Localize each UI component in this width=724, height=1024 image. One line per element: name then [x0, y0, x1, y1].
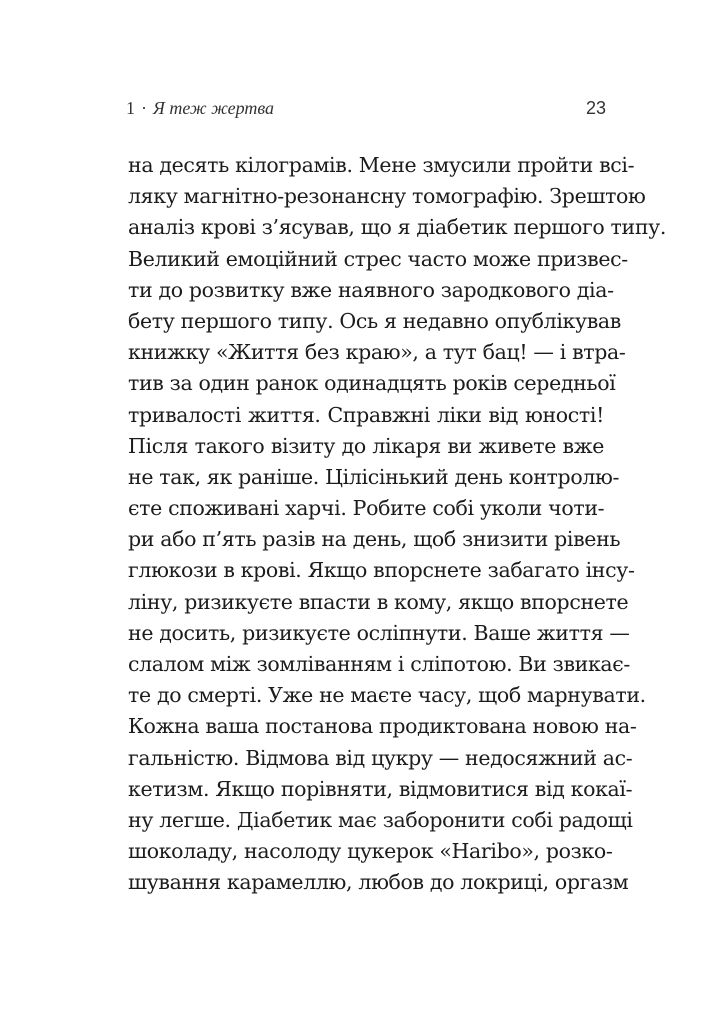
page-number: 23 [585, 98, 606, 118]
text-line: книжку «Життя без краю», а тут бац! — і втра- [128, 340, 626, 365]
text-line: не досить, ризикуєте осліпнути. Ваше життя — [128, 620, 630, 645]
text-line: кетизм. Якщо порівняти, відмовитися від кокаї- [128, 776, 633, 801]
body-text [128, 150, 667, 899]
text-line: слалом між зомліванням і сліпотою. Ви звикає- [128, 652, 630, 676]
running-head [126, 98, 606, 126]
text-line: на десять кілограмів. Мене змусили пройти всі- [128, 153, 635, 177]
text-line: шоколаду, насолоду цукерок «Haribo», розко- [128, 839, 613, 864]
text-line: бету першого типу. Ось я недавно опублікував [128, 308, 621, 333]
text-line: глюкози в крові. Якщо впорснете забагато інсу- [128, 558, 635, 583]
text-line: Кожна ваша постанова продиктована новою на- [128, 714, 637, 739]
text-line: гальністю. Відмова від цукру — недосяжний ас- [128, 745, 633, 770]
text-line: не так, як раніше. Цілісінький день контролю- [128, 464, 620, 489]
text-line: ляку магнітно-резонансну томографію. Зрештою [128, 184, 646, 209]
text-line: ну легше. Діабетик має заборонити собі радощі [128, 807, 633, 832]
text-line: тив за один ранок одинадцять років середньої [128, 371, 616, 396]
text-line: Після такого візиту до лікаря ви живете вже [128, 433, 604, 458]
separator: · [141, 98, 147, 118]
chapter-heading [126, 98, 274, 119]
text-line: шування карамеллю, любов до локриці, оргазм [128, 870, 629, 895]
text-line: єте споживані харчі. Робите собі уколи чоти- [128, 496, 605, 521]
chapter-title: Я теж жертва [153, 98, 275, 118]
chapter-number: 1 [126, 98, 135, 118]
text-line: Великий емоційний стрес часто може призвес- [128, 246, 628, 271]
text-line: ти до розвитку вже наявного зародкового діа- [128, 277, 614, 302]
text-line: тривалості життя. Справжні ліки від юності! [128, 402, 604, 427]
text-line: аналіз крові з’ясував, що я діабетик першого типу. [128, 215, 667, 240]
text-line: те до смерті. Уже не маєте часу, щоб марнувати. [128, 683, 646, 708]
text-line: ліну, ризикуєте впасти в кому, якщо впорснете [128, 589, 629, 614]
text-line: ри або п’ять разів на день, щоб знизити рівень [128, 527, 621, 552]
